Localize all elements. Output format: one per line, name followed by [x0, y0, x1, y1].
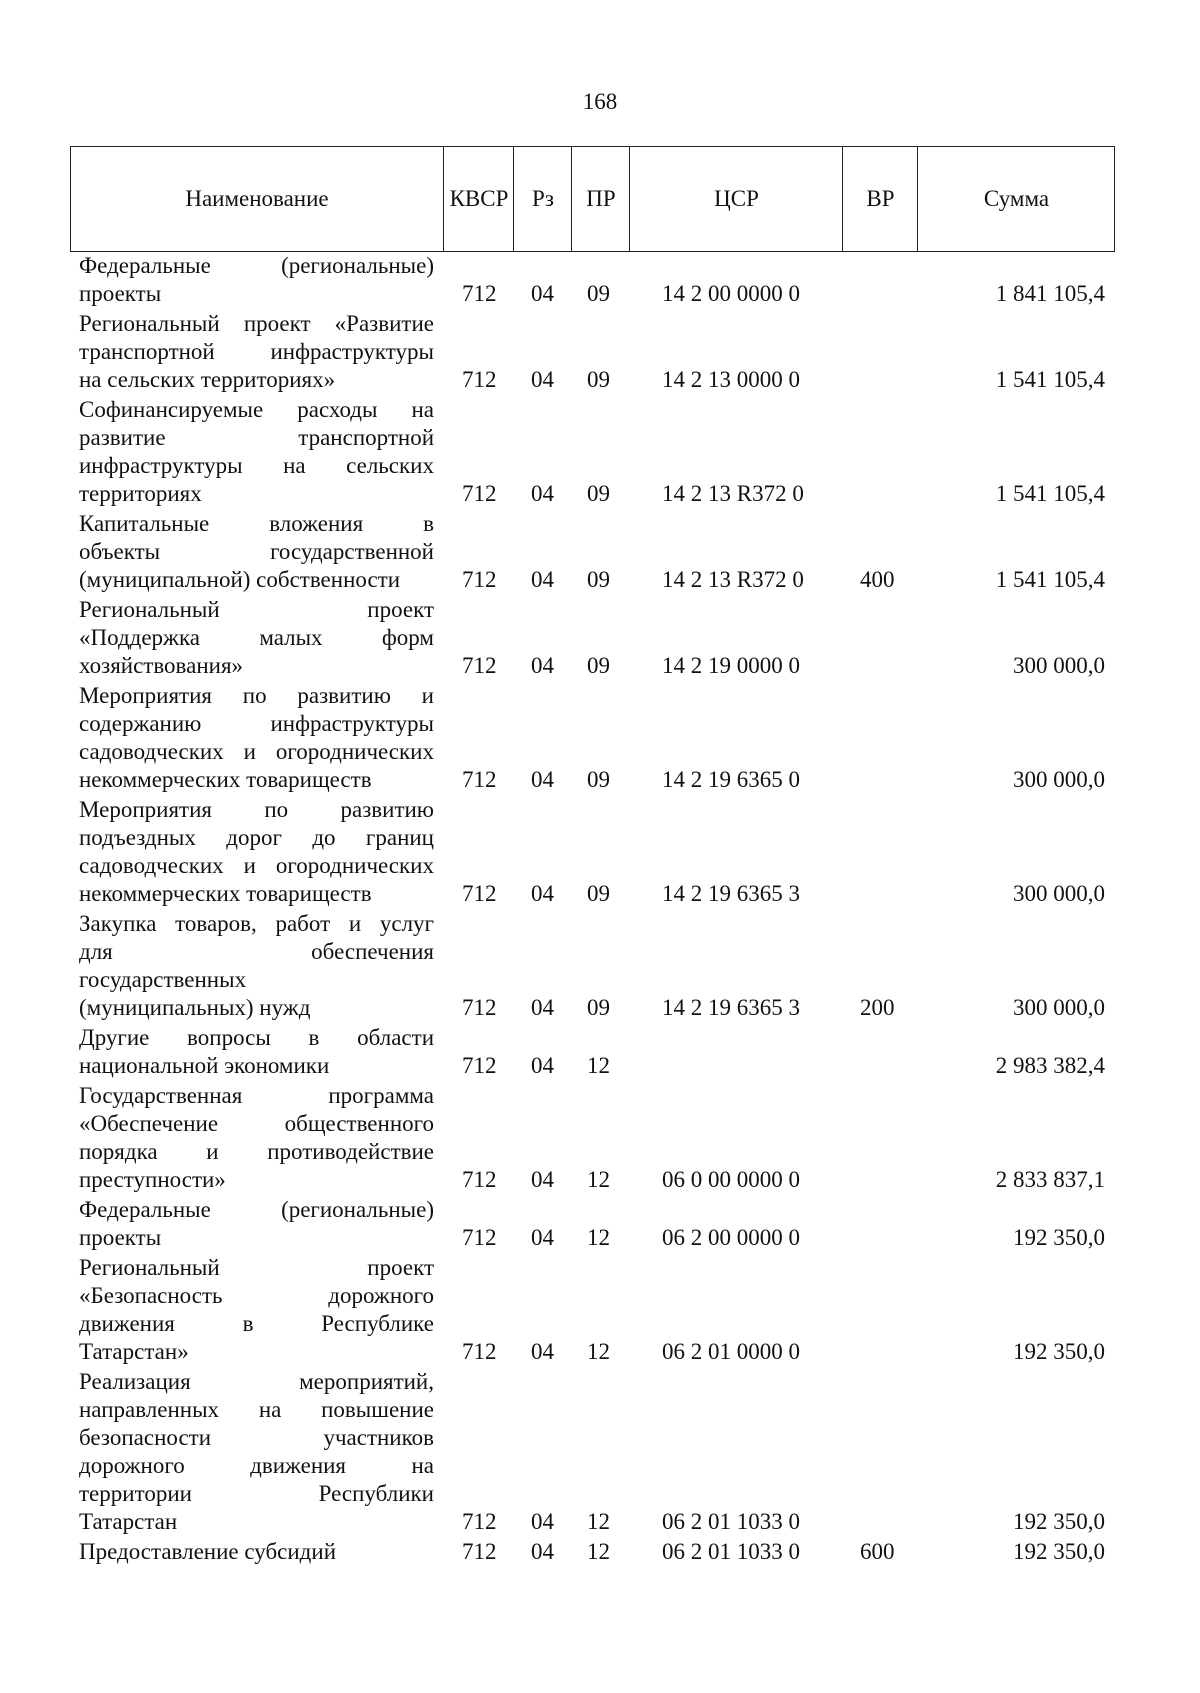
row-pr: 09: [587, 653, 610, 678]
row-name-line: на сельских территориях»: [79, 367, 336, 392]
row-name-line: Мероприятия по развитию и: [79, 683, 434, 708]
column-header-csr: ЦСР: [629, 147, 843, 251]
table-row: [0, 1024, 1200, 1080]
row-name-line: развитие транспортной: [79, 425, 434, 450]
row-sum: 192 350,0: [1013, 1509, 1105, 1534]
row-csr: 06 2 01 1033 0: [662, 1509, 800, 1534]
row-name: [79, 910, 434, 1022]
row-csr: 06 2 01 0000 0: [662, 1339, 800, 1364]
row-name-line: Региональный проект: [79, 1255, 434, 1280]
row-name: [79, 1196, 434, 1252]
row-name-line: дорожного движения на: [79, 1453, 434, 1478]
row-name-line: подъездных дорог до границ: [79, 825, 434, 850]
row-kvsr: 712: [462, 767, 497, 792]
row-name-line: содержанию инфраструктуры: [79, 711, 434, 736]
row-name-line: направленных на повышение: [79, 1397, 434, 1422]
table-row: [0, 1538, 1200, 1566]
table-row: [0, 510, 1200, 594]
row-name-line: безопасности участников: [79, 1425, 434, 1450]
row-name: [79, 396, 434, 508]
row-name-line: транспортной инфраструктуры: [79, 339, 434, 364]
row-csr: 14 2 19 6365 0: [662, 767, 800, 792]
row-kvsr: 712: [462, 881, 497, 906]
row-pr: 09: [587, 767, 610, 792]
row-sum: 2 983 382,4: [995, 1053, 1105, 1078]
row-name: [79, 1368, 434, 1536]
row-pr: 09: [587, 481, 610, 506]
row-name-line: Региональный проект: [79, 597, 434, 622]
row-name-line: объекты государственной: [79, 539, 434, 564]
row-name-line: «Безопасность дорожного: [79, 1283, 434, 1308]
column-header-kvsr: КВСР: [443, 147, 514, 251]
table-row: [0, 1196, 1200, 1252]
row-vr: 600: [860, 1539, 895, 1564]
row-name-line: Реализация мероприятий,: [79, 1369, 434, 1394]
table-row: [0, 596, 1200, 680]
row-kvsr: 712: [462, 995, 497, 1020]
row-rz: 04: [531, 767, 554, 792]
row-name-line: некоммерческих товариществ: [79, 767, 372, 792]
row-kvsr: 712: [462, 1225, 497, 1250]
row-sum: 300 000,0: [1013, 881, 1105, 906]
row-name-line: хозяйствования»: [79, 653, 244, 678]
row-pr: 09: [587, 881, 610, 906]
row-csr: 06 2 00 0000 0: [662, 1225, 800, 1250]
row-name: [79, 796, 434, 908]
row-rz: 04: [531, 1509, 554, 1534]
row-csr: 14 2 19 0000 0: [662, 653, 800, 678]
row-pr: 09: [587, 567, 610, 592]
row-name-line: Региональный проект «Развитие: [79, 311, 434, 336]
row-rz: 04: [531, 1225, 554, 1250]
row-sum: 192 350,0: [1013, 1225, 1105, 1250]
row-name-line: Закупка товаров, работ и услуг: [79, 911, 434, 936]
row-pr: 09: [587, 281, 610, 306]
row-csr: 14 2 19 6365 3: [662, 881, 800, 906]
row-pr: 09: [587, 995, 610, 1020]
row-name-line: Татарстан»: [79, 1339, 189, 1364]
page-number: 168: [582, 89, 618, 114]
row-rz: 04: [531, 367, 554, 392]
row-kvsr: 712: [462, 1339, 497, 1364]
row-kvsr: 712: [462, 1053, 497, 1078]
row-sum: 192 350,0: [1013, 1539, 1105, 1564]
row-pr: 12: [587, 1509, 610, 1534]
row-name: [79, 510, 434, 594]
row-name-line: Другие вопросы в области: [79, 1025, 434, 1050]
row-sum: 300 000,0: [1013, 653, 1105, 678]
table-row: [0, 1254, 1200, 1366]
table-row: [0, 310, 1200, 394]
row-pr: 12: [587, 1339, 610, 1364]
row-pr: 12: [587, 1053, 610, 1078]
row-name-line: инфраструктуры на сельских: [79, 453, 434, 478]
row-kvsr: 712: [462, 653, 497, 678]
row-sum: 1 541 105,4: [995, 481, 1105, 506]
row-sum: 300 000,0: [1013, 995, 1105, 1020]
row-vr: 400: [860, 567, 895, 592]
row-kvsr: 712: [462, 367, 497, 392]
row-name-line: порядка и противодействие: [79, 1139, 434, 1164]
row-name-line: некоммерческих товариществ: [79, 881, 372, 906]
row-rz: 04: [531, 1053, 554, 1078]
row-kvsr: 712: [462, 567, 497, 592]
table-row: [0, 252, 1200, 308]
row-kvsr: 712: [462, 1509, 497, 1534]
row-name-line: Капитальные вложения в: [79, 511, 434, 536]
row-csr: 14 2 13 0000 0: [662, 367, 800, 392]
column-header-pr: ПР: [571, 147, 630, 251]
row-csr: 14 2 00 0000 0: [662, 281, 800, 306]
table-header: [70, 146, 1115, 252]
row-name: [79, 596, 434, 680]
table-row: [0, 682, 1200, 794]
row-name-line: для обеспечения: [79, 939, 434, 964]
row-name-line: проекты: [79, 1225, 162, 1250]
row-rz: 04: [531, 1339, 554, 1364]
row-sum: 300 000,0: [1013, 767, 1105, 792]
row-csr: 14 2 19 6365 3: [662, 995, 800, 1020]
row-pr: 12: [587, 1539, 610, 1564]
row-name-line: садоводческих и огороднических: [79, 739, 434, 764]
row-pr: 12: [587, 1167, 610, 1192]
row-rz: 04: [531, 281, 554, 306]
row-name: [79, 252, 434, 308]
column-header-sum: Сумма: [917, 147, 1115, 251]
row-name-line: Федеральные (региональные): [79, 1197, 434, 1222]
row-vr: 200: [860, 995, 895, 1020]
row-rz: 04: [531, 1167, 554, 1192]
row-rz: 04: [531, 995, 554, 1020]
column-header-name: Наименование: [185, 186, 329, 211]
row-kvsr: 712: [462, 281, 497, 306]
row-csr: 06 2 01 1033 0: [662, 1539, 800, 1564]
column-header-vr: ВР: [842, 147, 918, 251]
row-name: [79, 1024, 434, 1080]
row-rz: 04: [531, 567, 554, 592]
row-name-line: национальной экономики: [79, 1053, 330, 1078]
row-name-line: Предоставление субсидий: [79, 1539, 336, 1564]
row-pr: 12: [587, 1225, 610, 1250]
table-row: [0, 796, 1200, 908]
row-name-line: Софинансируемые расходы на: [79, 397, 434, 422]
row-rz: 04: [531, 653, 554, 678]
row-sum: 1 541 105,4: [995, 567, 1105, 592]
row-name-line: территориях: [79, 481, 202, 506]
row-kvsr: 712: [462, 1539, 497, 1564]
row-csr: 14 2 13 R372 0: [662, 481, 804, 506]
row-name: [79, 682, 434, 794]
row-name-line: территории Республики: [79, 1481, 434, 1506]
row-csr: 14 2 13 R372 0: [662, 567, 804, 592]
row-csr: 06 0 00 0000 0: [662, 1167, 800, 1192]
row-name-line: проекты: [79, 281, 162, 306]
table-row: [0, 396, 1200, 508]
row-sum: 1 541 105,4: [995, 367, 1105, 392]
row-name-line: садоводческих и огороднических: [79, 853, 434, 878]
row-sum: 1 841 105,4: [995, 281, 1105, 306]
row-name-line: Государственная программа: [79, 1083, 434, 1108]
row-name-line: преступности»: [79, 1167, 226, 1192]
row-sum: 192 350,0: [1013, 1339, 1105, 1364]
column-header-rz: Рз: [513, 147, 572, 251]
row-name: [79, 1538, 434, 1566]
row-kvsr: 712: [462, 1167, 497, 1192]
table-row: [0, 1368, 1200, 1536]
row-name-line: Федеральные (региональные): [79, 253, 434, 278]
row-name-line: «Поддержка малых форм: [79, 625, 434, 650]
row-rz: 04: [531, 881, 554, 906]
row-name: [79, 1254, 434, 1366]
row-name: [79, 1082, 434, 1194]
row-name-line: Татарстан: [79, 1509, 178, 1534]
table-row: [0, 1082, 1200, 1194]
row-name-line: (муниципальной) собственности: [79, 567, 401, 592]
row-name-line: государственных: [79, 967, 247, 992]
row-rz: 04: [531, 481, 554, 506]
row-name-line: «Обеспечение общественного: [79, 1111, 434, 1136]
row-name: [79, 310, 434, 394]
row-name-line: движения в Республике: [79, 1311, 434, 1336]
row-name-line: Мероприятия по развитию: [79, 797, 434, 822]
row-rz: 04: [531, 1539, 554, 1564]
row-sum: 2 833 837,1: [995, 1167, 1105, 1192]
row-pr: 09: [587, 367, 610, 392]
row-kvsr: 712: [462, 481, 497, 506]
row-name-line: (муниципальных) нужд: [79, 995, 311, 1020]
table-row: [0, 910, 1200, 1022]
